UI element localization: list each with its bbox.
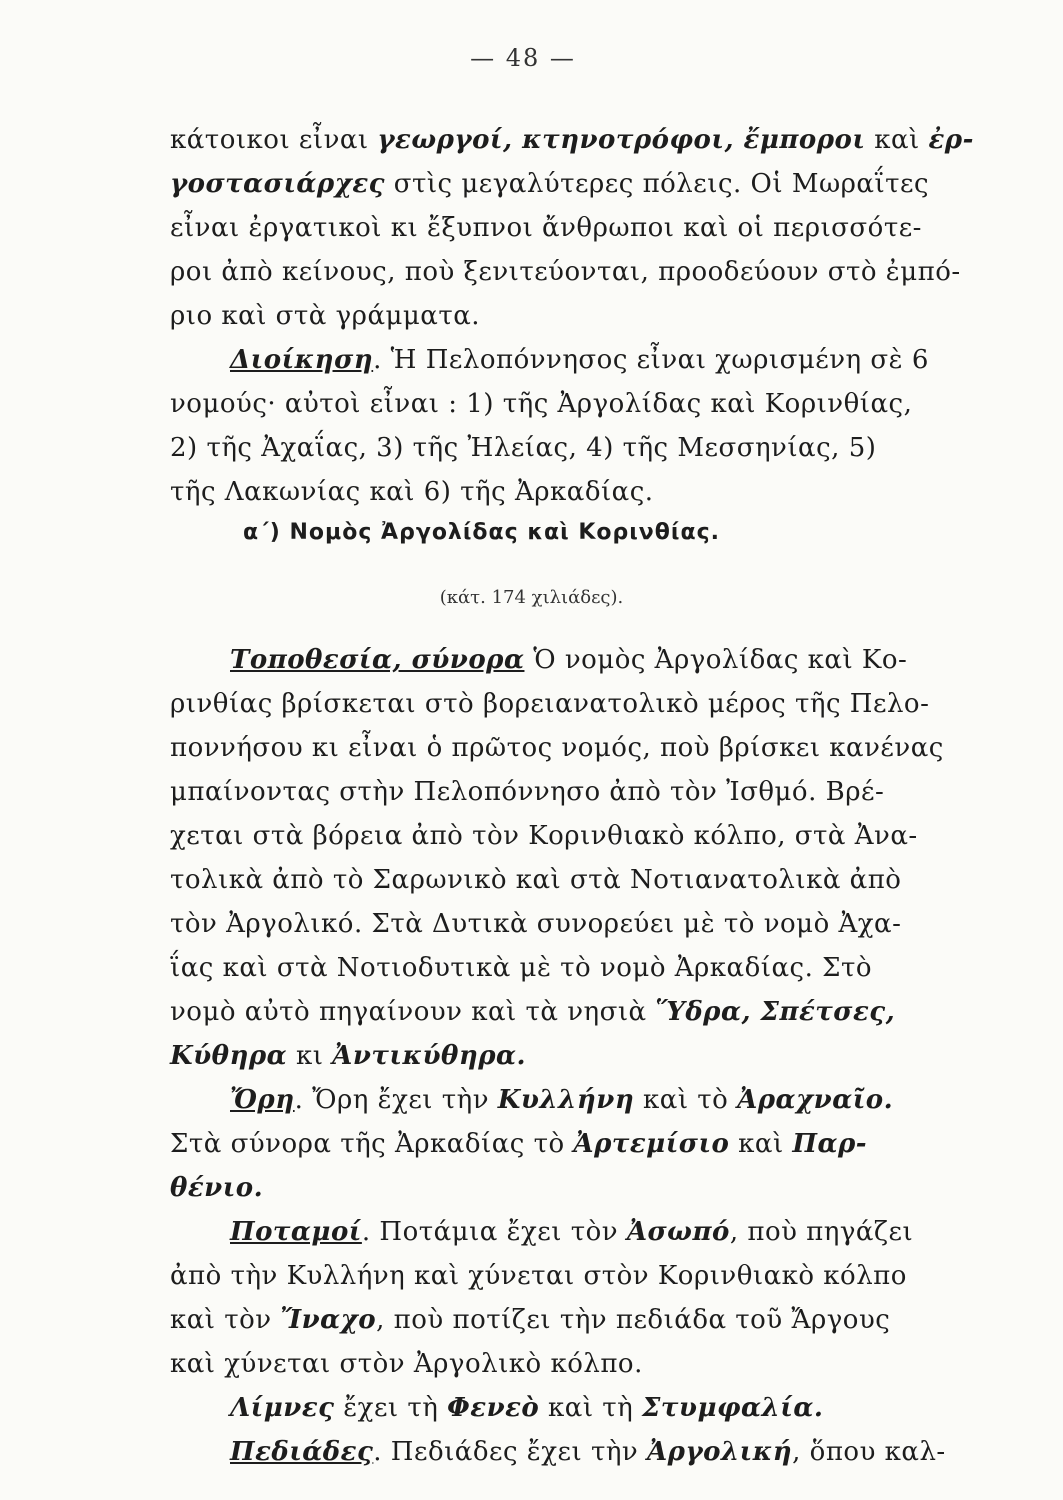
text-line: τὸν Ἀργολικό. Στὰ Δυτικὰ συνορεύει μὲ τὸ νομὸ Ἀχα- (170, 909, 902, 939)
text-line: Στὰ σύνορα τῆς Ἀρκαδίας τὸ Ἀρτεμίσιο καὶ Παρ- (170, 1129, 868, 1159)
text-line: τολικὰ ἀπὸ τὸ Σαρωνικὸ καὶ στὰ Νοτιανατολικὰ ἀπὸ (170, 865, 902, 895)
text-line: Κύθηρα κι Ἀντικύθηρα. (170, 1041, 527, 1071)
text-block-bottom (170, 638, 946, 1474)
text-line: γοστασιάρχες στὶς μεγαλύτερες πόλεις. Οἱ Μωραΐτες (170, 169, 930, 199)
text-block-top (170, 118, 974, 514)
text-line: ποννήσου κι εἶναι ὁ πρῶτος νομός, ποὺ βρίσκει κανένας (170, 733, 944, 763)
text-line: ΐας καὶ στὰ Νοτιοδυτικὰ μὲ τὸ νομὸ Ἀρκαδίας. Στὸ (170, 953, 873, 983)
text-line: 2) τῆς Ἀχαΐας, 3) τῆς Ἠλείας, 4) τῆς Μεσσηνίας, 5) (170, 433, 877, 463)
text-line: καὶ τὸν Ἴναχο, ποὺ ποτίζει τὴν πεδιάδα τοῦ Ἄργους (170, 1305, 891, 1335)
text-line: χεται στὰ βόρεια ἀπὸ τὸν Κορινθιακὸ κόλπο, στὰ Ἀνα- (170, 821, 918, 851)
text-line: νομὸ αὐτὸ πηγαίνουν καὶ τὰ νησιὰ Ὕδρα, Σπέτσες, (170, 997, 896, 1027)
text-line: θένιο. (170, 1173, 264, 1203)
text-line: εἶναι ἐργατικοὶ κι ἔξυπνοι ἄνθρωποι καὶ οἱ περισσότε- (170, 213, 922, 243)
section-subtitle: (κάτ. 174 χιλιάδες). (439, 587, 624, 608)
paragraph-location: Τοποθεσία, σύνορα Ὁ νομὸς Ἀργολίδας καὶ Κο- (230, 645, 908, 675)
text-line: ρινθίας βρίσκεται στὸ βορειανατολικὸ μέρος τῆς Πελο- (170, 689, 930, 719)
text-line: ριο καὶ στὰ γράμματα. (170, 301, 481, 331)
text-line: ροι ἀπὸ κείνους, ποὺ ξενιτεύονται, προοδεύουν στὸ ἐμπό- (170, 257, 961, 287)
text-line: ἀπὸ τὴν Κυλλήνη καὶ χύνεται στὸν Κορινθιακὸ κόλπο (170, 1261, 907, 1291)
paragraph-plains: Πεδιάδες. Πεδιάδες ἔχει τὴν Ἀργολική, ὅπου καλ- (230, 1437, 946, 1467)
text-line: κάτοικοι εἶναι γεωργοί, κτηνοτρόφοι, ἔμποροι καὶ ἐρ- (170, 125, 974, 155)
section-heading: Λίμνες (230, 1393, 335, 1423)
paragraph-rivers: Ποταμοί. Ποτάμια ἔχει τὸν Ἀσωπό, ποὺ πηγάζει (230, 1217, 914, 1247)
text-line: νομούς· αὐτοὶ εἶναι : 1) τῆς Ἀργολίδας καὶ Κορινθίας, (170, 389, 913, 419)
section-heading: Πεδιάδες (230, 1437, 374, 1467)
section-title: α΄) Νομὸς Ἀργολίδας καὶ Κορινθίας. (242, 520, 720, 545)
text-line: τῆς Λακωνίας καὶ 6) τῆς Ἀρκαδίας. (170, 477, 654, 507)
paragraph-administration: Διοίκηση. Ἡ Πελοπόννησος εἶναι χωρισμένη σὲ 6 (230, 345, 929, 375)
text-line: καὶ χύνεται στὸν Ἀργολικὸ κόλπο. (170, 1349, 643, 1379)
text-line: μπαίνοντας στὴν Πελοπόννησο ἀπὸ τὸν Ἰσθμό. Βρέ- (170, 777, 885, 807)
section-heading: Διοίκηση (230, 345, 374, 375)
page-number: — 48 — (470, 44, 576, 72)
paragraph-mountains: Ὄρη. Ὄρη ἔχει τὴν Κυλλήνη καὶ τὸ Ἀραχναῖο. (230, 1085, 894, 1115)
section-heading: Τοποθεσία, σύνορα (230, 645, 525, 675)
paragraph-lakes: Λίμνες ἔχει τὴ Φενεὸ καὶ τὴ Στυμφαλία. (230, 1393, 824, 1423)
section-heading: Ποταμοί (230, 1217, 362, 1247)
section-heading: Ὄρη (230, 1085, 295, 1115)
